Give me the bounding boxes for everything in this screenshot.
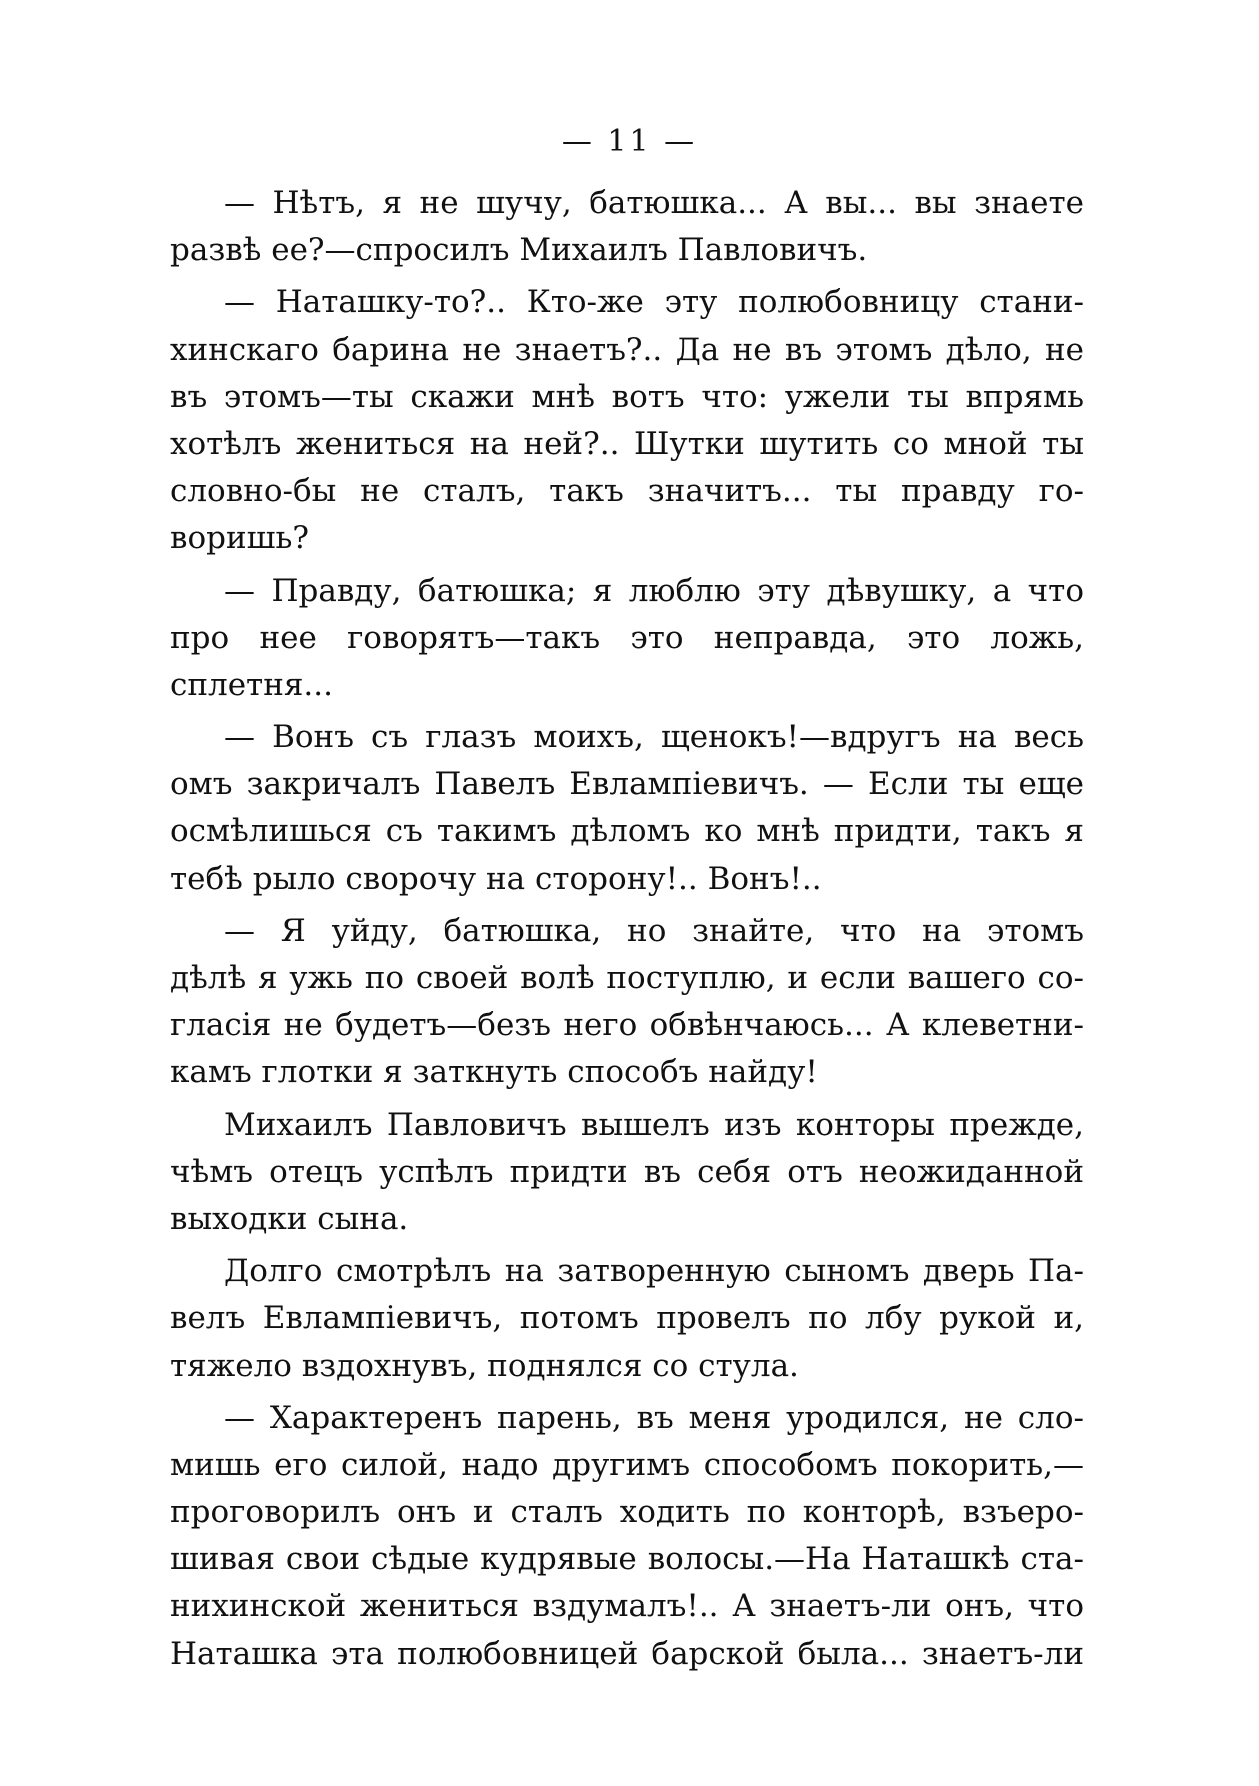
- text-line: — Характеренъ парень, въ меня уродился, не сло-: [224, 1399, 1084, 1436]
- text-line: словно-бы не сталъ, такъ значитъ... ты правду го-: [170, 473, 1084, 510]
- text-line: — Правду, батюшка; я люблю эту дѣвушку, а что: [224, 572, 1084, 609]
- text-line: гласія не будетъ—безъ него обвѣнчаюсь... А клеветни-: [170, 1007, 1084, 1044]
- text-line: шивая свои сѣдые кудрявые волосы.—На Наташкѣ ста-: [170, 1541, 1084, 1578]
- text-line: — Вонъ съ глазъ моихъ, щенокъ!—вдругъ на весь: [224, 719, 1084, 756]
- text-line: камъ глотки я заткнуть способъ найду!: [170, 1054, 818, 1091]
- page-number: — 11 —: [561, 124, 698, 159]
- text-line: проговорилъ онъ и сталъ ходить по конторѣ, взъеро-: [170, 1494, 1084, 1531]
- text-line: хотѣлъ жениться на ней?.. Шутки шутить со мной ты: [170, 425, 1084, 462]
- text-line: дѣлѣ я ужь по своей волѣ поступлю, и если вашего со-: [170, 960, 1084, 996]
- text-line: — Я уйду, батюшка, но знайте, что на этомъ: [224, 912, 1084, 949]
- text-line: развѣ ее?—спросилъ Михаилъ Павловичъ.: [170, 232, 868, 269]
- text-line: тяжело вздохнувъ, поднялся со стула.: [170, 1347, 799, 1384]
- text-line: Долго смотрѣлъ на затворенную сыномъ дверь Па-: [224, 1253, 1084, 1290]
- text-line: воришь?: [170, 520, 309, 557]
- text-line: сплетня...: [170, 666, 333, 703]
- text-line: омъ закричалъ Павелъ Евлампіевичъ. — Если ты еще: [170, 766, 1084, 803]
- body-text: [170, 180, 1084, 1678]
- text-line: Михаилъ Павловичъ вышелъ изъ конторы прежде,: [224, 1106, 1084, 1143]
- text-line: велъ Евлампіевичъ, потомъ провелъ по лбу рукой и,: [170, 1300, 1084, 1337]
- text-line: мишь его силой, надо другимъ способомъ покорить,—: [170, 1446, 1084, 1483]
- text-line: — Наташку-то?.. Кто-же эту полюбовницу стани-: [224, 284, 1084, 321]
- text-line: осмѣлишься съ такимъ дѣломъ ко мнѣ придти, такъ я: [170, 813, 1084, 850]
- text-line: тебѣ рыло сворочу на сторону!.. Вонъ!..: [170, 860, 822, 897]
- text-line: въ этомъ—ты скажи мнѣ вотъ что: ужели ты впрямь: [170, 378, 1084, 415]
- text-line: про нее говорятъ—такъ это неправда, это ложь,: [170, 619, 1084, 656]
- text-line: выходки сына.: [170, 1200, 409, 1237]
- text-line: нихинской жениться вздумалъ!.. А знаетъ-ли онъ, что: [170, 1588, 1084, 1625]
- text-line: чѣмъ отецъ успѣлъ придти въ себя отъ неожиданной: [170, 1153, 1084, 1190]
- text-line: Наташка эта полюбовницей барской была... знаетъ-ли: [170, 1635, 1084, 1672]
- text-line: хинскаго барина не знаетъ?.. Да не въ этомъ дѣло, не: [170, 331, 1084, 368]
- text-line: — Нѣтъ, я не шучу, батюшка... А вы... вы знаете: [224, 185, 1084, 221]
